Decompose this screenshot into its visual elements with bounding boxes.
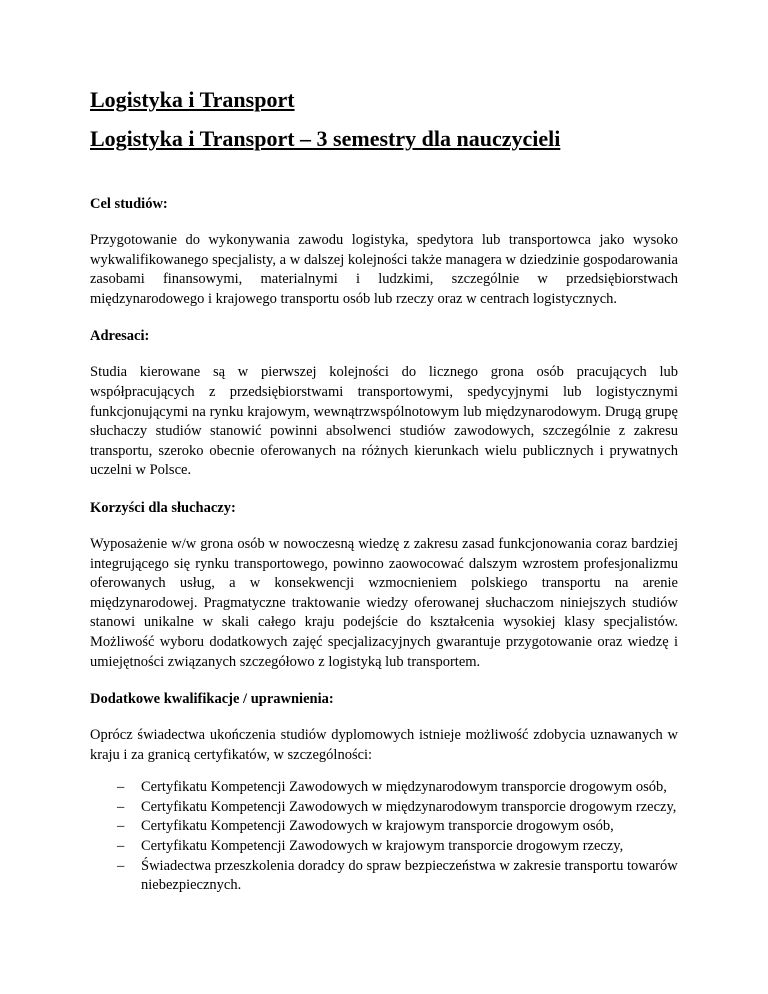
list-item: [117, 817, 686, 837]
section-text-audience: Studia kierowane są w pierwszej kolejności do licznego grona osób pracujących lub współpracujących z przedsiębiorstwami transportowymi, spedycyjnymi lub logistycznymi funkcjonującymi na rynku krajowym, wewnątrzwspólnotowym lub międzynarodowym. Drugą grupę słuchaczy studiów stanowić powinni absolwenci studiów zawodowych, szczególnie z zakresu transportu, szeroko obecnie oferowanych na różnych kierunkach wielu publicznych i prywatnych uczelni w Polsce.: [90, 364, 678, 479]
list-item-text: Certyfikatu Kompetencji Zawodowych w międzynarodowym transporcie drogowym rzeczy,: [141, 798, 677, 815]
list-item: [117, 857, 686, 896]
section-text-benefits: Wyposażenie w/w grona osób w nowoczesną wiedzę z zakresu zasad funkcjonowania coraz bardziej integrującego się rynku transportowego, powinno zaowocować dalszym wzrostem profesjonalizmu oferowanych usług, a w konsekwencji wzmocnieniem polskiego transportu na arenie międzynarodowej. Pragmatyczne traktowanie wiedzy oferowanej słuchaczom niniejszych studiów stanowi unikalne w skali całego kraju podejście do kształcenia wysokiej klasy specjalistów. Możliwość wyboru dodatkowych zajęć specjalizacyjnych gwarantuje przygotowanie oraz wiedzę i umiejętności związanych szczegółowo z logistyką lub transportem.: [90, 535, 678, 670]
dash-bullet-icon: –: [117, 798, 125, 815]
section-heading-qualifications: Dodatkowe kwalifikacje / uprawnienia:: [90, 691, 334, 708]
list-item-text: Certyfikatu Kompetencji Zawodowych w krajowym transporcie drogowym osób,: [141, 818, 614, 835]
section-heading-goal: Cel studiów:: [90, 196, 168, 212]
list-item: [117, 778, 686, 798]
list-item-text: Świadectwa przeszkolenia doradcy do spraw bezpieczeństwa w zakresie transportu towarów niebezpiecznych.: [141, 857, 678, 894]
qualifications-list: [90, 778, 678, 896]
dash-bullet-icon: –: [117, 818, 125, 835]
dash-bullet-icon: –: [117, 838, 125, 855]
list-item-text: Certyfikatu Kompetencji Zawodowych w międzynarodowym transporcie drogowym osób,: [141, 779, 667, 796]
list-item-text: Certyfikatu Kompetencji Zawodowych w krajowym transporcie drogowym rzeczy,: [141, 838, 624, 855]
list-item: [117, 798, 686, 818]
dash-bullet-icon: –: [117, 857, 125, 874]
dash-bullet-icon: –: [117, 779, 125, 796]
section-text-goal: Przygotowanie do wykonywania zawodu logistyka, spedytora lub transportowca jako wysoko wykwalifikowanego specjalisty, a w dalszej kolejności także managera w dziedzinie gospodarowania zasobami finansowymi, materialnymi i ludzkimi, szczególnie w przedsiębiorstwach międzynarodowego i krajowego transportu osób lub rzeczy oraz w centrach logistycznych.: [90, 232, 678, 307]
section-heading-audience: Adresaci:: [90, 328, 150, 345]
section-heading-benefits: Korzyści dla słuchaczy:: [90, 499, 236, 516]
list-item: [117, 837, 686, 857]
page-title: Logistyka i Transport: [90, 87, 295, 112]
section-text-qualifications: Oprócz świadectwa ukończenia studiów dyplomowych istnieje możliwość zdobycia uznawanych w kraju i za granicą certyfikatów, w szczególności:: [90, 727, 678, 763]
page-subtitle: Logistyka i Transport – 3 semestry dla nauczycieli: [90, 126, 561, 151]
